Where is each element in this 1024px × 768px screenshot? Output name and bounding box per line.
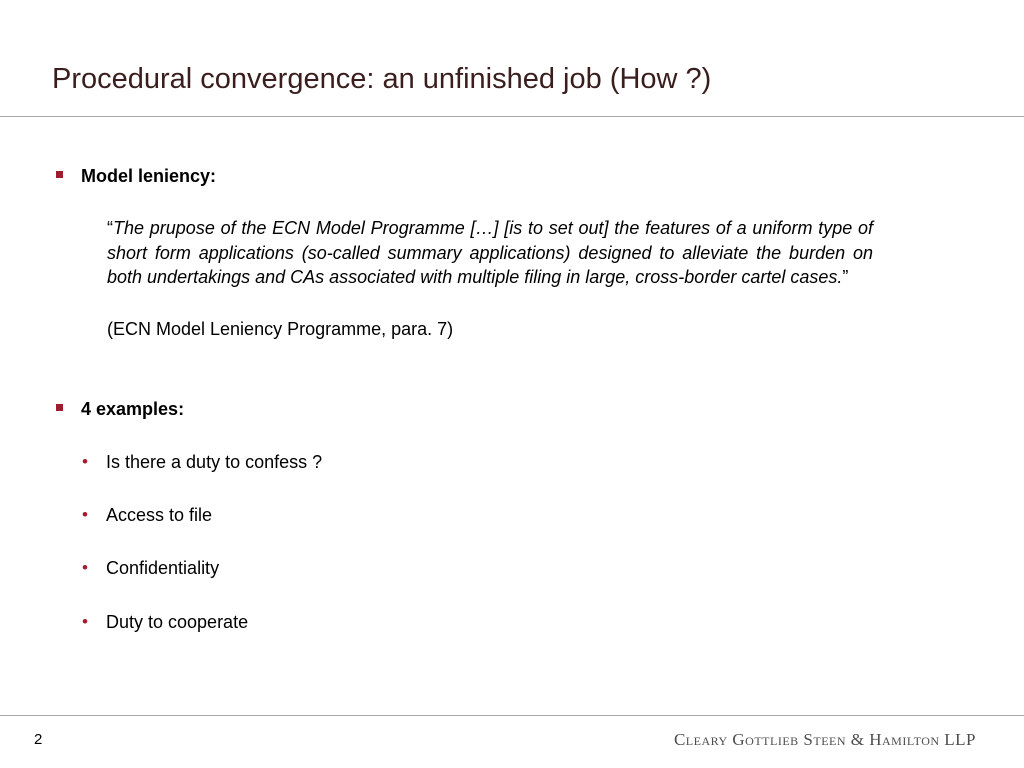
list-item-label: Confidentiality	[106, 558, 220, 578]
list-item-label: Duty to cooperate	[106, 612, 249, 632]
dot-bullet-icon: •	[82, 558, 88, 577]
list-item-label: Access to file	[106, 505, 213, 525]
list-item	[82, 504, 212, 526]
square-bullet-icon	[56, 171, 63, 178]
dot-bullet-icon: •	[82, 612, 88, 631]
quote-citation: (ECN Model Leniency Programme, para. 7)	[107, 319, 454, 339]
slide-title: Procedural convergence: an unfinished job (How ?)	[52, 63, 712, 95]
firm-logo: Cleary Gottlieb Steen & Hamilton LLP	[673, 730, 976, 749]
title-divider	[0, 116, 1024, 117]
list-item	[82, 611, 248, 633]
quote-open-mark: “	[107, 218, 113, 238]
square-bullet-icon	[56, 404, 63, 411]
list-item	[82, 451, 322, 473]
page-number: 2	[34, 731, 43, 748]
section-heading: 4 examples:	[81, 399, 185, 419]
list-item-label: Is there a duty to confess ?	[106, 452, 323, 472]
quote-text: The prupose of the ECN Model Programme […] [is to set out] the features of a uniform type of short form applications (so-called summary applications) designed to alleviate the burden on both undertakings and CAs associated with multiple filing in large, cross-border cartel cases.	[107, 218, 873, 287]
quote-block	[107, 216, 873, 290]
section-heading: Model leniency:	[81, 166, 217, 186]
quote-close-mark: ”	[842, 267, 849, 287]
dot-bullet-icon: •	[82, 505, 88, 524]
footer-divider	[0, 715, 1024, 716]
list-item	[82, 557, 219, 579]
section-model-leniency	[56, 165, 216, 187]
section-examples	[56, 398, 184, 420]
dot-bullet-icon: •	[82, 452, 88, 471]
